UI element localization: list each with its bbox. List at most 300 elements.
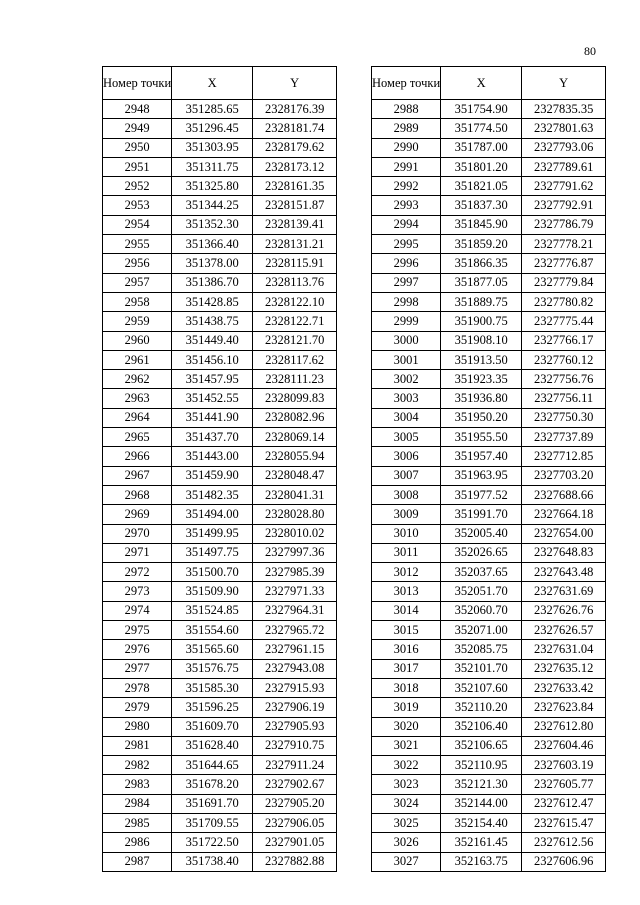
point-number-cell: 3010 xyxy=(372,524,441,543)
table-row xyxy=(372,138,606,157)
point-number-cell: 3012 xyxy=(372,563,441,582)
point-number-cell: 2963 xyxy=(103,389,172,408)
table-row xyxy=(103,640,337,659)
table-row xyxy=(372,601,606,620)
x-coordinate-cell: 351837.30 xyxy=(441,196,522,215)
y-coordinate-cell: 2327905.93 xyxy=(253,717,337,736)
coordinates-table-left xyxy=(102,66,337,872)
x-coordinate-cell: 352051.70 xyxy=(441,582,522,601)
point-number-cell: 2966 xyxy=(103,447,172,466)
point-number-cell: 2959 xyxy=(103,312,172,331)
table-row xyxy=(103,678,337,697)
page-number: 80 xyxy=(584,44,596,58)
table-row xyxy=(103,736,337,755)
x-coordinate-cell: 352037.65 xyxy=(441,563,522,582)
point-number-cell: 2997 xyxy=(372,273,441,292)
x-coordinate-cell: 351691.70 xyxy=(172,794,253,813)
point-number-cell: 3027 xyxy=(372,852,441,871)
y-coordinate-cell: 2327961.15 xyxy=(253,640,337,659)
table-row xyxy=(103,852,337,871)
point-number-cell: 2999 xyxy=(372,312,441,331)
y-coordinate-cell: 2327901.05 xyxy=(253,833,337,852)
point-number-cell: 2955 xyxy=(103,235,172,254)
x-coordinate-cell: 351366.40 xyxy=(172,235,253,254)
point-number-cell: 2970 xyxy=(103,524,172,543)
x-coordinate-cell: 351596.25 xyxy=(172,698,253,717)
y-coordinate-cell: 2328117.62 xyxy=(253,350,337,369)
y-coordinate-cell: 2327612.56 xyxy=(522,833,606,852)
point-number-cell: 2994 xyxy=(372,215,441,234)
table-row xyxy=(103,447,337,466)
point-number-cell: 2952 xyxy=(103,177,172,196)
point-number-cell: 3023 xyxy=(372,775,441,794)
x-coordinate-cell: 351576.75 xyxy=(172,659,253,678)
x-coordinate-cell: 351991.70 xyxy=(441,505,522,524)
table-row xyxy=(372,852,606,871)
y-coordinate-cell: 2327603.19 xyxy=(522,756,606,775)
x-coordinate-cell: 352154.40 xyxy=(441,813,522,832)
x-coordinate-cell: 351303.95 xyxy=(172,138,253,157)
y-coordinate-cell: 2327786.79 xyxy=(522,215,606,234)
y-coordinate-cell: 2328082.96 xyxy=(253,408,337,427)
point-number-cell: 2992 xyxy=(372,177,441,196)
x-coordinate-cell: 351482.35 xyxy=(172,485,253,504)
point-number-cell: 2985 xyxy=(103,813,172,832)
y-coordinate-cell: 2327626.76 xyxy=(522,601,606,620)
table-row xyxy=(103,138,337,157)
point-number-cell: 2971 xyxy=(103,543,172,562)
y-coordinate-cell: 2327905.20 xyxy=(253,794,337,813)
header-y: Y xyxy=(253,67,337,100)
point-number-cell: 2984 xyxy=(103,794,172,813)
table-row xyxy=(103,157,337,176)
x-coordinate-cell: 351609.70 xyxy=(172,717,253,736)
x-coordinate-cell: 351754.90 xyxy=(441,100,522,119)
point-number-cell: 2977 xyxy=(103,659,172,678)
y-coordinate-cell: 2327688.66 xyxy=(522,485,606,504)
x-coordinate-cell: 351950.20 xyxy=(441,408,522,427)
y-coordinate-cell: 2327664.18 xyxy=(522,505,606,524)
table-row xyxy=(372,196,606,215)
y-coordinate-cell: 2328055.94 xyxy=(253,447,337,466)
point-number-cell: 3011 xyxy=(372,543,441,562)
point-number-cell: 2960 xyxy=(103,331,172,350)
x-coordinate-cell: 351441.90 xyxy=(172,408,253,427)
point-number-cell: 3017 xyxy=(372,659,441,678)
table-row xyxy=(103,601,337,620)
y-coordinate-cell: 2327910.75 xyxy=(253,736,337,755)
x-coordinate-cell: 351438.75 xyxy=(172,312,253,331)
point-number-cell: 3008 xyxy=(372,485,441,504)
point-number-cell: 2949 xyxy=(103,119,172,138)
table-row xyxy=(372,813,606,832)
x-coordinate-cell: 351456.10 xyxy=(172,350,253,369)
table-row xyxy=(103,312,337,331)
table-row xyxy=(103,582,337,601)
point-number-cell: 2969 xyxy=(103,505,172,524)
point-number-cell: 3015 xyxy=(372,621,441,640)
table-row xyxy=(372,273,606,292)
y-coordinate-cell: 2327604.46 xyxy=(522,736,606,755)
table-row xyxy=(372,100,606,119)
table-row xyxy=(103,235,337,254)
x-coordinate-cell: 352106.40 xyxy=(441,717,522,736)
x-coordinate-cell: 351296.45 xyxy=(172,119,253,138)
table-row xyxy=(103,775,337,794)
point-number-cell: 2950 xyxy=(103,138,172,157)
y-coordinate-cell: 2327882.88 xyxy=(253,852,337,871)
y-coordinate-cell: 2327756.76 xyxy=(522,370,606,389)
x-coordinate-cell: 352085.75 xyxy=(441,640,522,659)
table-row xyxy=(103,621,337,640)
point-number-cell: 2988 xyxy=(372,100,441,119)
x-coordinate-cell: 351497.75 xyxy=(172,543,253,562)
x-coordinate-cell: 352071.00 xyxy=(441,621,522,640)
point-number-cell: 2987 xyxy=(103,852,172,871)
y-coordinate-cell: 2327779.84 xyxy=(522,273,606,292)
y-coordinate-cell: 2328041.31 xyxy=(253,485,337,504)
y-coordinate-cell: 2328048.47 xyxy=(253,466,337,485)
x-coordinate-cell: 351285.65 xyxy=(172,100,253,119)
y-coordinate-cell: 2327703.20 xyxy=(522,466,606,485)
x-coordinate-cell: 351443.00 xyxy=(172,447,253,466)
y-coordinate-cell: 2327997.36 xyxy=(253,543,337,562)
table-row xyxy=(372,235,606,254)
point-number-cell: 2965 xyxy=(103,428,172,447)
y-coordinate-cell: 2327775.44 xyxy=(522,312,606,331)
table-row xyxy=(103,177,337,196)
y-coordinate-cell: 2328151.87 xyxy=(253,196,337,215)
table-row xyxy=(372,505,606,524)
point-number-cell: 3003 xyxy=(372,389,441,408)
x-coordinate-cell: 351494.00 xyxy=(172,505,253,524)
table-row xyxy=(372,775,606,794)
x-coordinate-cell: 352110.20 xyxy=(441,698,522,717)
x-coordinate-cell: 351459.90 xyxy=(172,466,253,485)
point-number-cell: 2974 xyxy=(103,601,172,620)
table-row xyxy=(103,408,337,427)
table-row xyxy=(103,485,337,504)
table-row xyxy=(103,698,337,717)
y-coordinate-cell: 2327756.11 xyxy=(522,389,606,408)
point-number-cell: 2954 xyxy=(103,215,172,234)
table-row xyxy=(372,833,606,852)
point-number-cell: 2986 xyxy=(103,833,172,852)
y-coordinate-cell: 2328113.76 xyxy=(253,273,337,292)
x-coordinate-cell: 351913.50 xyxy=(441,350,522,369)
y-coordinate-cell: 2327612.47 xyxy=(522,794,606,813)
y-coordinate-cell: 2327760.12 xyxy=(522,350,606,369)
y-coordinate-cell: 2327791.62 xyxy=(522,177,606,196)
point-number-cell: 3022 xyxy=(372,756,441,775)
x-coordinate-cell: 351509.90 xyxy=(172,582,253,601)
point-number-cell: 3013 xyxy=(372,582,441,601)
x-coordinate-cell: 351709.55 xyxy=(172,813,253,832)
y-coordinate-cell: 2327789.61 xyxy=(522,157,606,176)
y-coordinate-cell: 2328028.80 xyxy=(253,505,337,524)
table-row xyxy=(372,119,606,138)
x-coordinate-cell: 351585.30 xyxy=(172,678,253,697)
table-row xyxy=(103,215,337,234)
y-coordinate-cell: 2327801.63 xyxy=(522,119,606,138)
table-row xyxy=(372,582,606,601)
x-coordinate-cell: 351859.20 xyxy=(441,235,522,254)
x-coordinate-cell: 351889.75 xyxy=(441,292,522,311)
table-header-row xyxy=(372,67,606,100)
x-coordinate-cell: 351821.05 xyxy=(441,177,522,196)
table-row xyxy=(103,292,337,311)
table-row xyxy=(372,350,606,369)
y-coordinate-cell: 2328176.39 xyxy=(253,100,337,119)
table-row xyxy=(372,215,606,234)
x-coordinate-cell: 351325.80 xyxy=(172,177,253,196)
header-y: Y xyxy=(522,67,606,100)
table-row xyxy=(103,524,337,543)
header-x: X xyxy=(172,67,253,100)
y-coordinate-cell: 2328069.14 xyxy=(253,428,337,447)
point-number-cell: 2989 xyxy=(372,119,441,138)
x-coordinate-cell: 352060.70 xyxy=(441,601,522,620)
table-row xyxy=(372,563,606,582)
y-coordinate-cell: 2327906.05 xyxy=(253,813,337,832)
x-coordinate-cell: 351678.20 xyxy=(172,775,253,794)
x-coordinate-cell: 352005.40 xyxy=(441,524,522,543)
table-row xyxy=(372,717,606,736)
table-row xyxy=(103,273,337,292)
y-coordinate-cell: 2327766.17 xyxy=(522,331,606,350)
point-number-cell: 3009 xyxy=(372,505,441,524)
table-row xyxy=(103,756,337,775)
table-header-row xyxy=(103,67,337,100)
y-coordinate-cell: 2327911.24 xyxy=(253,756,337,775)
x-coordinate-cell: 351963.95 xyxy=(441,466,522,485)
y-coordinate-cell: 2327612.80 xyxy=(522,717,606,736)
y-coordinate-cell: 2328179.62 xyxy=(253,138,337,157)
x-coordinate-cell: 352121.30 xyxy=(441,775,522,794)
table-row xyxy=(372,678,606,697)
point-number-cell: 2951 xyxy=(103,157,172,176)
y-coordinate-cell: 2327631.69 xyxy=(522,582,606,601)
point-number-cell: 2981 xyxy=(103,736,172,755)
table-row xyxy=(103,717,337,736)
table-row xyxy=(103,100,337,119)
y-coordinate-cell: 2327626.57 xyxy=(522,621,606,640)
y-coordinate-cell: 2328139.41 xyxy=(253,215,337,234)
table-row xyxy=(372,408,606,427)
x-coordinate-cell: 351565.60 xyxy=(172,640,253,659)
y-coordinate-cell: 2327631.04 xyxy=(522,640,606,659)
point-number-cell: 2968 xyxy=(103,485,172,504)
y-coordinate-cell: 2327965.72 xyxy=(253,621,337,640)
x-coordinate-cell: 352101.70 xyxy=(441,659,522,678)
x-coordinate-cell: 352144.00 xyxy=(441,794,522,813)
point-number-cell: 2993 xyxy=(372,196,441,215)
table-row xyxy=(103,428,337,447)
y-coordinate-cell: 2328115.91 xyxy=(253,254,337,273)
y-coordinate-cell: 2327633.42 xyxy=(522,678,606,697)
point-number-cell: 2973 xyxy=(103,582,172,601)
table-row xyxy=(372,466,606,485)
x-coordinate-cell: 351644.65 xyxy=(172,756,253,775)
y-coordinate-cell: 2327793.06 xyxy=(522,138,606,157)
y-coordinate-cell: 2327778.21 xyxy=(522,235,606,254)
y-coordinate-cell: 2327902.67 xyxy=(253,775,337,794)
point-number-cell: 3005 xyxy=(372,428,441,447)
x-coordinate-cell: 351500.70 xyxy=(172,563,253,582)
table-row xyxy=(372,485,606,504)
x-coordinate-cell: 351900.75 xyxy=(441,312,522,331)
x-coordinate-cell: 351311.75 xyxy=(172,157,253,176)
table-row xyxy=(372,698,606,717)
y-coordinate-cell: 2327915.93 xyxy=(253,678,337,697)
y-coordinate-cell: 2327615.47 xyxy=(522,813,606,832)
x-coordinate-cell: 351738.40 xyxy=(172,852,253,871)
y-coordinate-cell: 2328181.74 xyxy=(253,119,337,138)
point-number-cell: 2967 xyxy=(103,466,172,485)
table-row xyxy=(372,794,606,813)
point-number-cell: 2948 xyxy=(103,100,172,119)
point-number-cell: 2962 xyxy=(103,370,172,389)
point-number-cell: 3002 xyxy=(372,370,441,389)
header-point-number: Номер точки xyxy=(372,67,441,100)
y-coordinate-cell: 2327776.87 xyxy=(522,254,606,273)
table-row xyxy=(372,312,606,331)
x-coordinate-cell: 351554.60 xyxy=(172,621,253,640)
point-number-cell: 2996 xyxy=(372,254,441,273)
table-row xyxy=(103,659,337,678)
point-number-cell: 3025 xyxy=(372,813,441,832)
point-number-cell: 3006 xyxy=(372,447,441,466)
table-row xyxy=(103,466,337,485)
y-coordinate-cell: 2327943.08 xyxy=(253,659,337,678)
header-point-number: Номер точки xyxy=(103,67,172,100)
table-row xyxy=(372,621,606,640)
y-coordinate-cell: 2328121.70 xyxy=(253,331,337,350)
point-number-cell: 2980 xyxy=(103,717,172,736)
table-row xyxy=(103,794,337,813)
table-row xyxy=(372,447,606,466)
point-number-cell: 2972 xyxy=(103,563,172,582)
coordinates-table-right xyxy=(371,66,606,872)
y-coordinate-cell: 2327835.35 xyxy=(522,100,606,119)
x-coordinate-cell: 352106.65 xyxy=(441,736,522,755)
x-coordinate-cell: 351801.20 xyxy=(441,157,522,176)
x-coordinate-cell: 351449.40 xyxy=(172,331,253,350)
table-row xyxy=(372,736,606,755)
point-number-cell: 2961 xyxy=(103,350,172,369)
y-coordinate-cell: 2328010.02 xyxy=(253,524,337,543)
header-x: X xyxy=(441,67,522,100)
y-coordinate-cell: 2327635.12 xyxy=(522,659,606,678)
x-coordinate-cell: 351378.00 xyxy=(172,254,253,273)
y-coordinate-cell: 2327654.00 xyxy=(522,524,606,543)
point-number-cell: 3026 xyxy=(372,833,441,852)
table-row xyxy=(103,331,337,350)
y-coordinate-cell: 2327605.77 xyxy=(522,775,606,794)
x-coordinate-cell: 351923.35 xyxy=(441,370,522,389)
point-number-cell: 3018 xyxy=(372,678,441,697)
point-number-cell: 2979 xyxy=(103,698,172,717)
x-coordinate-cell: 351877.05 xyxy=(441,273,522,292)
point-number-cell: 2982 xyxy=(103,756,172,775)
x-coordinate-cell: 351499.95 xyxy=(172,524,253,543)
y-coordinate-cell: 2328131.21 xyxy=(253,235,337,254)
x-coordinate-cell: 352163.75 xyxy=(441,852,522,871)
table-row xyxy=(103,254,337,273)
table-row xyxy=(103,350,337,369)
point-number-cell: 2975 xyxy=(103,621,172,640)
table-row xyxy=(372,543,606,562)
point-number-cell: 2958 xyxy=(103,292,172,311)
point-number-cell: 2991 xyxy=(372,157,441,176)
x-coordinate-cell: 351866.35 xyxy=(441,254,522,273)
table-row xyxy=(372,640,606,659)
point-number-cell: 2983 xyxy=(103,775,172,794)
y-coordinate-cell: 2327648.83 xyxy=(522,543,606,562)
y-coordinate-cell: 2328111.23 xyxy=(253,370,337,389)
table-row xyxy=(103,389,337,408)
point-number-cell: 3000 xyxy=(372,331,441,350)
y-coordinate-cell: 2327712.85 xyxy=(522,447,606,466)
point-number-cell: 2978 xyxy=(103,678,172,697)
y-coordinate-cell: 2327792.91 xyxy=(522,196,606,215)
y-coordinate-cell: 2327964.31 xyxy=(253,601,337,620)
table-row xyxy=(372,389,606,408)
x-coordinate-cell: 351957.40 xyxy=(441,447,522,466)
point-number-cell: 3019 xyxy=(372,698,441,717)
x-coordinate-cell: 351437.70 xyxy=(172,428,253,447)
point-number-cell: 2956 xyxy=(103,254,172,273)
point-number-cell: 3004 xyxy=(372,408,441,427)
x-coordinate-cell: 351457.95 xyxy=(172,370,253,389)
table-row xyxy=(103,196,337,215)
table-row xyxy=(372,524,606,543)
y-coordinate-cell: 2327623.84 xyxy=(522,698,606,717)
y-coordinate-cell: 2327737.89 xyxy=(522,428,606,447)
table-row xyxy=(372,659,606,678)
x-coordinate-cell: 351352.30 xyxy=(172,215,253,234)
table-row xyxy=(103,833,337,852)
table-row xyxy=(372,292,606,311)
point-number-cell: 2998 xyxy=(372,292,441,311)
table-row xyxy=(372,177,606,196)
x-coordinate-cell: 351936.80 xyxy=(441,389,522,408)
x-coordinate-cell: 351908.10 xyxy=(441,331,522,350)
point-number-cell: 3016 xyxy=(372,640,441,659)
y-coordinate-cell: 2327985.39 xyxy=(253,563,337,582)
y-coordinate-cell: 2327643.48 xyxy=(522,563,606,582)
table-row xyxy=(103,543,337,562)
point-number-cell: 2976 xyxy=(103,640,172,659)
point-number-cell: 2957 xyxy=(103,273,172,292)
x-coordinate-cell: 351428.85 xyxy=(172,292,253,311)
point-number-cell: 3001 xyxy=(372,350,441,369)
y-coordinate-cell: 2327971.33 xyxy=(253,582,337,601)
table-row xyxy=(372,756,606,775)
y-coordinate-cell: 2328161.35 xyxy=(253,177,337,196)
x-coordinate-cell: 351774.50 xyxy=(441,119,522,138)
x-coordinate-cell: 351977.52 xyxy=(441,485,522,504)
table-row xyxy=(372,428,606,447)
x-coordinate-cell: 352161.45 xyxy=(441,833,522,852)
table-body-right xyxy=(372,100,606,872)
table-body-left xyxy=(103,100,337,872)
x-coordinate-cell: 352026.65 xyxy=(441,543,522,562)
table-row xyxy=(103,370,337,389)
y-coordinate-cell: 2327750.30 xyxy=(522,408,606,427)
y-coordinate-cell: 2328122.10 xyxy=(253,292,337,311)
table-row xyxy=(103,119,337,138)
